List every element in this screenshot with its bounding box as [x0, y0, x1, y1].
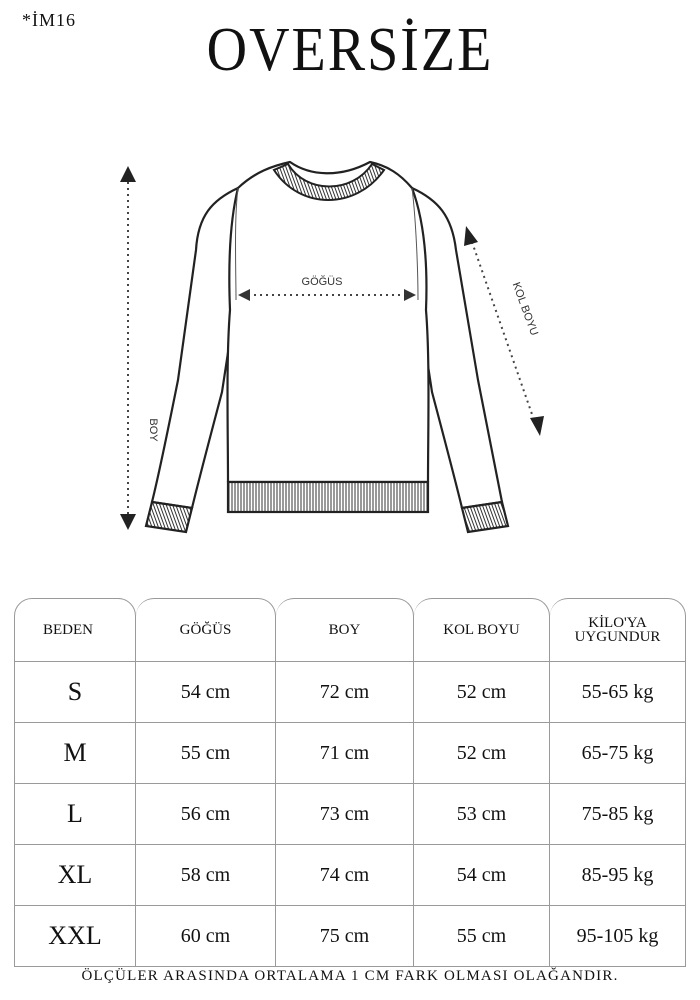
table-header-row	[14, 598, 686, 662]
sweatshirt-body	[228, 162, 429, 482]
chest-cell: 58 cm	[136, 845, 276, 906]
hem-rib	[228, 482, 428, 512]
weight-cell: 95-105 kg	[550, 906, 686, 967]
chest-cell: 54 cm	[136, 662, 276, 723]
header-weight	[550, 598, 686, 662]
weight-cell: 75-85 kg	[550, 784, 686, 845]
table-row	[14, 906, 686, 967]
chest-cell: 60 cm	[136, 906, 276, 967]
header-weight-line1: KİLO'YA	[588, 615, 647, 631]
sleeve-cell: 54 cm	[414, 845, 550, 906]
header-weight-line2: UYGUNDUR	[574, 629, 661, 645]
size-cell: L	[14, 784, 136, 845]
length-cell: 75 cm	[276, 906, 414, 967]
sleeve-cell: 52 cm	[414, 723, 550, 784]
sweatshirt-diagram	[0, 130, 700, 570]
chest-cell: 55 cm	[136, 723, 276, 784]
chest-cell: 56 cm	[136, 784, 276, 845]
length-cell: 71 cm	[276, 723, 414, 784]
table-row	[14, 845, 686, 906]
sleeve-cell: 52 cm	[414, 662, 550, 723]
measurement-note: ÖLÇÜLER ARASINDA ORTALAMA 1 CM FARK OLMASI OLAĞANDIR.	[81, 968, 619, 984]
size-cell: XXL	[14, 906, 136, 967]
sleeve-cell: 53 cm	[414, 784, 550, 845]
length-cell: 73 cm	[276, 784, 414, 845]
sleeve-cell: 55 cm	[414, 906, 550, 967]
weight-cell: 85-95 kg	[550, 845, 686, 906]
size-table	[14, 598, 686, 967]
header-length: BOY	[276, 598, 414, 662]
length-cell: 74 cm	[276, 845, 414, 906]
size-cell: S	[14, 662, 136, 723]
weight-cell: 65-75 kg	[550, 723, 686, 784]
size-cell: M	[14, 723, 136, 784]
length-label: BOY	[147, 418, 159, 442]
chest-label: GÖĞÜS	[301, 276, 343, 288]
page-title: OVERSİZE	[206, 15, 494, 85]
table-row	[14, 662, 686, 723]
header-sleeve: KOL BOYU	[414, 598, 550, 662]
weight-cell: 55-65 kg	[550, 662, 686, 723]
left-sleeve	[152, 188, 238, 508]
length-cell: 72 cm	[276, 662, 414, 723]
sleeve-label: KOL BOYU	[509, 280, 541, 338]
table-row	[14, 784, 686, 845]
right-cuff	[462, 502, 508, 532]
left-cuff	[146, 502, 192, 532]
header-chest: GÖĞÜS	[136, 598, 276, 662]
header-size: BEDEN	[14, 598, 136, 662]
table-row	[14, 723, 686, 784]
product-code: *İM16	[22, 10, 76, 30]
size-cell: XL	[14, 845, 136, 906]
